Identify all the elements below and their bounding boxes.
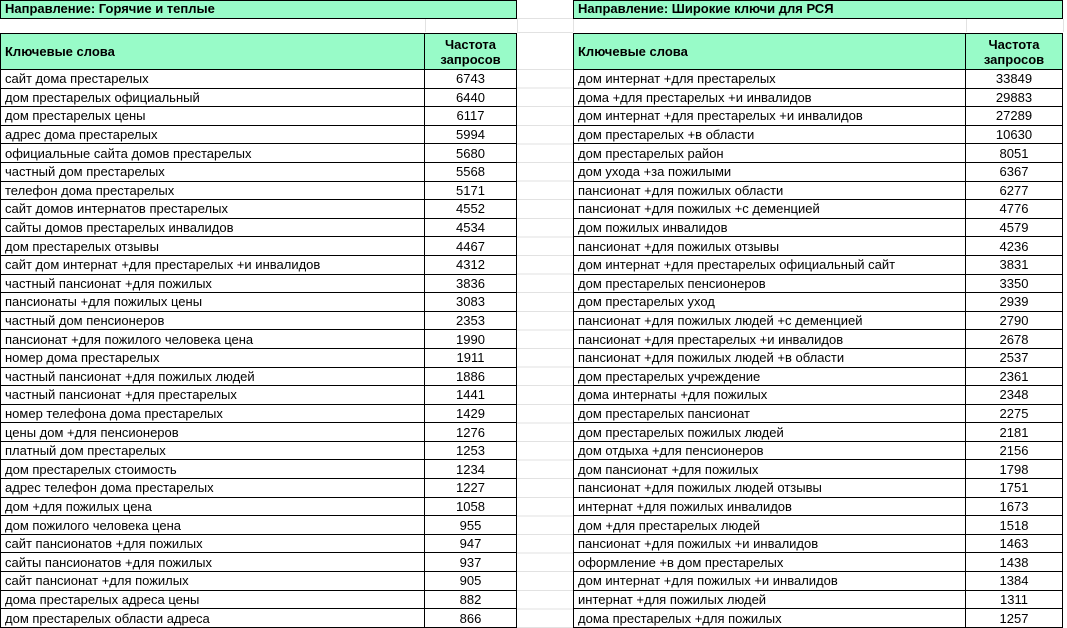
keyword-cell[interactable]: адрес телефон дома престарелых <box>1 479 425 497</box>
table-row <box>574 89 1062 108</box>
frequency-cell[interactable]: 2361 <box>999 368 1029 384</box>
frequency-cell[interactable]: 1311 <box>1000 591 1028 607</box>
table-row <box>1 572 516 591</box>
table-row <box>1 70 516 89</box>
keyword-cell[interactable]: дом престарелых стоимость <box>1 460 425 478</box>
frequency-cell[interactable]: 2156 <box>999 443 1029 459</box>
frequency-cell[interactable]: 6277 <box>999 182 1029 198</box>
table-row <box>574 368 1062 387</box>
frequency-cell[interactable]: 4776 <box>999 201 1029 217</box>
gridline <box>517 18 573 19</box>
keyword-cell[interactable]: дом престарелых пожилых людей <box>574 423 966 441</box>
keyword-cell[interactable]: пансионат +для пожилых области <box>574 182 966 200</box>
keyword-cell[interactable]: дом престарелых учреждение <box>574 368 966 386</box>
keyword-cell[interactable]: дом престарелых район <box>574 144 966 162</box>
frequency-cell[interactable]: 1384 <box>999 573 1029 589</box>
keyword-cell[interactable]: дом +для престарелых людей <box>574 516 966 534</box>
table-row <box>574 126 1062 145</box>
keyword-cell[interactable]: частный пансионат +для престарелых <box>1 386 425 404</box>
keyword-cell[interactable]: дом интернат +для пожилых +и инвалидов <box>574 572 966 590</box>
frequency-cell[interactable]: 2348 <box>999 387 1029 403</box>
empty-row <box>573 19 1063 33</box>
frequency-cell[interactable]: 1886 <box>456 368 485 384</box>
keyword-cell[interactable]: платный дом престарелых <box>1 442 425 460</box>
keyword-cell[interactable]: частный пансионат +для пожилых людей <box>1 368 425 386</box>
frequency-cell[interactable]: 2353 <box>456 313 485 329</box>
frequency-cell[interactable]: 6440 <box>456 89 485 105</box>
frequency-cell[interactable]: 1429 <box>456 405 485 421</box>
table-header-row <box>0 33 517 70</box>
table-row <box>1 237 516 256</box>
frequency-cell[interactable]: 1276 <box>456 424 485 440</box>
frequency-cell[interactable]: 1257 <box>999 610 1029 626</box>
table-row <box>1 460 516 479</box>
frequency-cell[interactable]: 5171 <box>456 182 485 198</box>
table-body <box>573 70 1063 628</box>
table-row <box>574 349 1062 368</box>
keyword-cell[interactable]: дом престарелых области адреса <box>1 609 425 627</box>
table-row <box>574 200 1062 219</box>
frequency-cell[interactable]: 3083 <box>456 294 485 310</box>
table-row <box>574 256 1062 275</box>
keyword-cell[interactable]: дом интернат +для престарелых +и инвалидов <box>574 107 966 125</box>
frequency-cell[interactable]: 1751 <box>999 480 1029 496</box>
table-row <box>574 275 1062 294</box>
keyword-cell[interactable]: частный дом пенсионеров <box>1 312 425 330</box>
frequency-cell[interactable]: 1911 <box>456 350 485 366</box>
table-row <box>1 609 516 628</box>
frequency-cell[interactable]: 882 <box>459 591 482 607</box>
keyword-cell[interactable]: дом престарелых пенсионеров <box>574 275 966 293</box>
table-row <box>574 609 1062 628</box>
keywords-table-rsya <box>573 0 1063 628</box>
frequency-cell[interactable]: 2678 <box>999 331 1029 347</box>
frequency-cell[interactable]: 2939 <box>999 294 1029 310</box>
table-row <box>1 386 516 405</box>
column-header-keywords[interactable]: Ключевые слова <box>574 34 966 69</box>
table-row <box>1 293 516 312</box>
keyword-cell[interactable]: сайты домов престарелых инвалидов <box>1 219 425 237</box>
table-row <box>1 330 516 349</box>
keyword-cell[interactable]: пансионат +для пожилого человека цена <box>1 330 425 348</box>
frequency-cell[interactable]: 1438 <box>999 554 1029 570</box>
keyword-cell[interactable]: частный дом престарелых <box>1 163 425 181</box>
frequency-cell[interactable]: 6117 <box>456 108 485 124</box>
keyword-cell[interactable]: дом престарелых пансионат <box>574 405 966 423</box>
frequency-cell[interactable]: 1253 <box>456 443 485 459</box>
table-row <box>1 89 516 108</box>
frequency-cell[interactable]: 4312 <box>456 257 485 273</box>
frequency-cell[interactable]: 6743 <box>456 71 485 87</box>
table-row <box>1 498 516 517</box>
keyword-cell[interactable]: сайт дом интернат +для престарелых +и инвалидов <box>1 256 425 274</box>
table-row <box>574 237 1062 256</box>
frequency-cell[interactable]: 1518 <box>999 517 1029 533</box>
frequency-cell[interactable]: 4579 <box>999 220 1029 236</box>
keyword-cell[interactable]: дом престарелых +в области <box>574 126 966 144</box>
empty-row <box>0 19 517 33</box>
table-row <box>1 423 516 442</box>
keyword-cell[interactable]: интернат +для пожилых инвалидов <box>574 498 966 516</box>
table-row <box>574 163 1062 182</box>
frequency-cell[interactable]: 6367 <box>999 164 1029 180</box>
gridline <box>517 19 518 32</box>
keyword-cell[interactable]: телефон дома престарелых <box>1 182 425 200</box>
table-row <box>1 349 516 368</box>
table-row <box>1 479 516 498</box>
table-header-row <box>573 33 1063 70</box>
frequency-cell[interactable]: 1673 <box>999 498 1029 514</box>
table-row <box>1 182 516 201</box>
table-row <box>574 535 1062 554</box>
frequency-cell[interactable]: 3831 <box>999 257 1029 273</box>
keyword-cell[interactable]: интернат +для пожилых людей <box>574 591 966 609</box>
keyword-cell[interactable]: дома интернаты +для пожилых <box>574 386 966 404</box>
keyword-cell[interactable]: адрес дома престарелых <box>1 126 425 144</box>
keyword-cell[interactable]: пансионат +для пожилых +с деменцией <box>574 200 966 218</box>
table-row <box>1 144 516 163</box>
frequency-cell[interactable]: 4467 <box>456 238 485 254</box>
keyword-cell[interactable]: пансионаты +для пожилых цены <box>1 293 425 311</box>
keyword-cell[interactable]: цены дом +для пенсионеров <box>1 423 425 441</box>
frequency-cell[interactable]: 2275 <box>999 405 1029 421</box>
frequency-cell[interactable]: 1227 <box>456 480 485 496</box>
frequency-cell[interactable]: 5568 <box>456 164 485 180</box>
frequency-cell[interactable]: 1441 <box>456 387 485 403</box>
keyword-cell[interactable]: дом ухода +за пожилыми <box>574 163 966 181</box>
table-row <box>574 405 1062 424</box>
frequency-cell[interactable]: 5994 <box>456 127 485 143</box>
frequency-cell[interactable]: 4534 <box>456 220 485 236</box>
keyword-cell[interactable]: дом престарелых цены <box>1 107 425 125</box>
table-row <box>1 126 516 145</box>
keyword-cell[interactable]: частный пансионат +для пожилых <box>1 275 425 293</box>
table-row <box>574 553 1062 572</box>
table-row <box>574 70 1062 89</box>
keyword-cell[interactable]: дома престарелых +для пожилых <box>574 609 966 627</box>
frequency-cell[interactable]: 955 <box>459 517 482 533</box>
frequency-cell[interactable]: 1990 <box>456 331 485 347</box>
keyword-cell[interactable]: дом пансионат +для пожилых <box>574 460 966 478</box>
table-row <box>1 442 516 461</box>
table-row <box>574 293 1062 312</box>
frequency-cell[interactable]: 4552 <box>456 201 485 217</box>
table-row <box>1 275 516 294</box>
keyword-cell[interactable]: дом пожилых инвалидов <box>574 219 966 237</box>
table-row <box>574 460 1062 479</box>
table-row <box>574 182 1062 201</box>
keyword-cell[interactable]: пансионат +для пожилых людей +в области <box>574 349 966 367</box>
gridline <box>517 32 573 33</box>
keyword-cell[interactable]: сайт домов интернатов престарелых <box>1 200 425 218</box>
frequency-cell[interactable]: 33849 <box>995 71 1033 87</box>
keyword-cell[interactable]: дом +для пожилых цена <box>1 498 425 516</box>
table-row <box>1 591 516 610</box>
table-row <box>574 219 1062 238</box>
frequency-cell[interactable]: 1463 <box>999 536 1029 552</box>
frequency-cell[interactable]: 3350 <box>999 275 1029 291</box>
keyword-cell[interactable]: дом престарелых отзывы <box>1 237 425 255</box>
keyword-cell[interactable]: номер дома престарелых <box>1 349 425 367</box>
table-row <box>574 312 1062 331</box>
table-row <box>574 423 1062 442</box>
table-row <box>574 144 1062 163</box>
direction-title[interactable]: Направление: Широкие ключи для РСЯ <box>573 0 1063 19</box>
frequency-cell[interactable]: 1234 <box>456 461 485 477</box>
frequency-cell[interactable]: 4236 <box>999 238 1029 254</box>
table-row <box>574 479 1062 498</box>
direction-title[interactable]: Направление: Горячие и теплые <box>0 0 517 19</box>
keyword-cell[interactable]: пансионат +для пожилых +и инвалидов <box>574 535 966 553</box>
column-header-keywords[interactable]: Ключевые слова <box>1 34 425 69</box>
keyword-cell[interactable]: официальные сайта домов престарелых <box>1 144 425 162</box>
frequency-cell[interactable]: 5680 <box>456 145 485 161</box>
keyword-cell[interactable]: оформление +в дом престарелых <box>574 553 966 571</box>
keyword-cell[interactable]: дом интернат +для престарелых официальный сайт <box>574 256 966 274</box>
table-row <box>1 312 516 331</box>
table-row <box>574 107 1062 126</box>
table-row <box>1 405 516 424</box>
frequency-cell[interactable]: 2537 <box>999 350 1029 366</box>
table-row <box>574 572 1062 591</box>
keyword-cell[interactable]: пансионат +для пожилых людей +с деменцией <box>574 312 966 330</box>
table-row <box>1 368 516 387</box>
keyword-cell[interactable]: пансионат +для пожилых отзывы <box>574 237 966 255</box>
keyword-cell[interactable]: сайт дома престарелых <box>1 70 425 88</box>
frequency-cell[interactable]: 1058 <box>456 498 485 514</box>
keyword-cell[interactable]: дом престарелых официальный <box>1 89 425 107</box>
table-row <box>574 498 1062 517</box>
table-row <box>1 107 516 126</box>
table-row <box>1 516 516 535</box>
frequency-cell[interactable]: 947 <box>459 536 482 552</box>
frequency-cell[interactable]: 905 <box>459 573 482 589</box>
frequency-cell[interactable]: 2181 <box>999 424 1029 440</box>
table-row <box>574 591 1062 610</box>
frequency-cell[interactable]: 3836 <box>456 275 485 291</box>
keyword-cell[interactable]: пансионат +для престарелых +и инвалидов <box>574 330 966 348</box>
frequency-cell[interactable]: 10630 <box>995 127 1033 143</box>
keyword-cell[interactable]: номер телефона дома престарелых <box>1 405 425 423</box>
frequency-cell[interactable]: 29883 <box>995 89 1033 105</box>
table-row <box>1 553 516 572</box>
column-header-frequency[interactable]: Частота запросов <box>983 36 1045 67</box>
table-row <box>1 200 516 219</box>
frequency-cell[interactable]: 866 <box>459 610 482 626</box>
frequency-cell[interactable]: 1798 <box>999 461 1029 477</box>
keyword-cell[interactable]: сайты пансионатов +для пожилых <box>1 553 425 571</box>
keyword-cell[interactable]: дом престарелых уход <box>574 293 966 311</box>
table-row <box>1 163 516 182</box>
frequency-cell[interactable]: 937 <box>459 554 482 570</box>
keywords-table-hot-warm <box>0 0 517 628</box>
table-row <box>1 535 516 554</box>
frequency-cell[interactable]: 8051 <box>999 145 1029 161</box>
table-row <box>574 442 1062 461</box>
gridline <box>1063 19 1064 32</box>
keyword-cell[interactable]: дома престарелых адреса цены <box>1 591 425 609</box>
table-row <box>1 219 516 238</box>
keyword-cell[interactable]: дом отдыха +для пенсионеров <box>574 442 966 460</box>
table-body <box>0 70 517 628</box>
keyword-cell[interactable]: сайт пансионат +для пожилых <box>1 572 425 590</box>
gridline-strip <box>517 70 573 628</box>
keyword-cell[interactable]: дом пожилого человека цена <box>1 516 425 534</box>
keyword-cell[interactable]: дома +для престарелых +и инвалидов <box>574 89 966 107</box>
table-row <box>574 516 1062 535</box>
table-row <box>574 330 1062 349</box>
column-header-frequency[interactable]: Частота запросов <box>440 36 501 67</box>
table-row <box>1 256 516 275</box>
keyword-cell[interactable]: сайт пансионатов +для пожилых <box>1 535 425 553</box>
keyword-cell[interactable]: пансионат +для пожилых людей отзывы <box>574 479 966 497</box>
frequency-cell[interactable]: 27289 <box>995 108 1033 124</box>
table-row <box>574 386 1062 405</box>
keyword-cell[interactable]: дом интернат +для престарелых <box>574 70 966 88</box>
frequency-cell[interactable]: 2790 <box>999 313 1029 329</box>
